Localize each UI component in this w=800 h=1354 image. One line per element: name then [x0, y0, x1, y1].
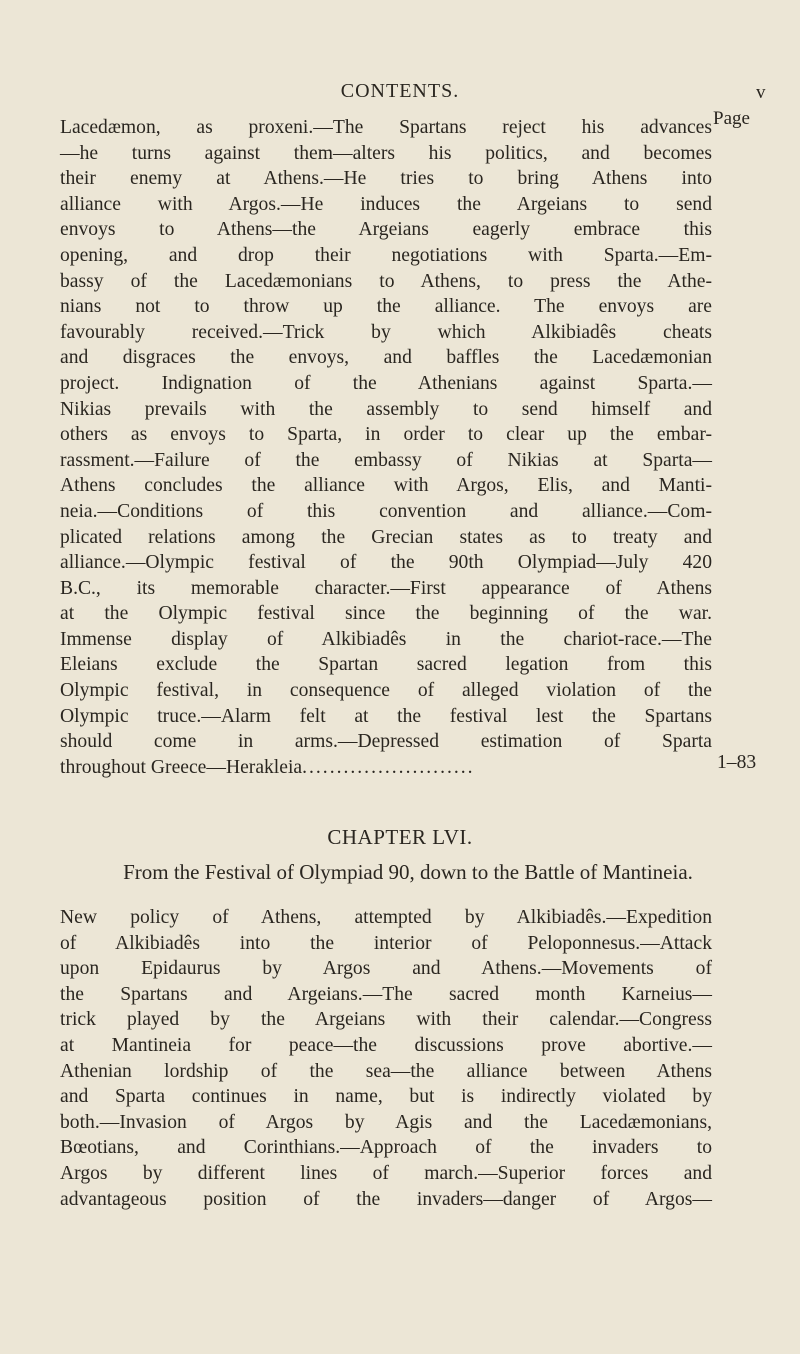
text-line: project. Indignation of the Athenians against Sparta.—: [60, 372, 712, 394]
text-line: bassy of the Lacedæmonians to Athens, to press the Athe-: [60, 270, 712, 292]
text-line: and Sparta continues in name, but is indirectly violated by: [60, 1086, 712, 1108]
contents-entry-chapter-lvi-summary: [60, 905, 712, 1212]
text-line: Bœotians, and Corinthians.—Approach of the invaders to: [60, 1137, 712, 1159]
text-line: Athens concludes the alliance with Argos, Elis, and Manti-: [60, 475, 712, 497]
page-column-label: Page: [713, 108, 750, 129]
page-range: 1–83: [717, 752, 757, 773]
chapter-subtitle: From the Festival of Olympiad 90, down to the Battle of Mantineia.: [123, 860, 693, 884]
text-line: rassment.—Failure of the embassy of Nikias at Sparta—: [60, 449, 712, 471]
text-line: of Alkibiadês into the interior of Peloponnesus.—Attack: [60, 932, 712, 954]
page-folio: v: [756, 82, 766, 103]
text-line: favourably received.—Trick by which Alkibiadês cheats: [60, 321, 712, 343]
text-line: alliance.—Olympic festival of the 90th Olympiad—July 420: [60, 552, 712, 574]
text-line: their enemy at Athens.—He tries to bring Athens into: [60, 168, 712, 190]
text-line: upon Epidaurus by Argos and Athens.—Movements of: [60, 958, 712, 980]
text-line: New policy of Athens, attempted by Alkibiadês.—Expedition: [60, 907, 712, 928]
text-line: the Spartans and Argeians.—The sacred month Karneius—: [60, 983, 712, 1005]
text-line: envoys to Athens—the Argeians eagerly embrace this: [60, 219, 712, 241]
text-line: throughout Greece—Herakleia: [60, 756, 303, 778]
text-line: advantageous position of the invaders—danger of Argos—: [60, 1188, 712, 1210]
dot-leader: .........................: [302, 756, 475, 778]
text-line: Immense display of Alkibiadês in the chariot-race.—The: [60, 628, 712, 650]
text-line: should come in arms.—Depressed estimation of Sparta: [60, 731, 712, 753]
text-line: Nikias prevails with the assembly to send himself and: [60, 398, 712, 420]
text-line: at Mantineia for peace—the discussions prove abortive.—: [60, 1034, 712, 1056]
text-line: Olympic truce.—Alarm felt at the festival lest the Spartans: [60, 705, 712, 727]
text-line: Eleians exclude the Spartan sacred legation from this: [60, 654, 712, 676]
text-line: —he turns against them—alters his politics, and becomes: [60, 142, 712, 164]
text-line: opening, and drop their negotiations with Sparta.—Em-: [60, 244, 712, 266]
text-line: neia.—Conditions of this convention and alliance.—Com-: [60, 500, 712, 522]
text-line: alliance with Argos.—He induces the Argeians to send: [60, 193, 712, 215]
contents-entry-chapter-lv-summary: [60, 115, 712, 780]
text-line: Argos by different lines of march.—Superior forces and: [60, 1162, 712, 1184]
last-line-with-leader: [60, 755, 712, 781]
text-line: and disgraces the envoys, and baffles the Lacedæmonian: [60, 347, 712, 369]
text-line: at the Olympic festival since the beginning of the war.: [60, 603, 712, 625]
text-line: trick played by the Argeians with their calendar.—Congress: [60, 1009, 712, 1031]
text-line: nians not to throw up the alliance. The envoys are: [60, 296, 712, 318]
text-line: both.—Invasion of Argos by Agis and the Lacedæmonians,: [60, 1111, 712, 1133]
text-line: B.C., its memorable character.—First appearance of Athens: [60, 577, 712, 599]
text-line: Lacedæmon, as proxeni.—The Spartans reject his advances: [60, 117, 712, 138]
text-line: others as envoys to Sparta, in order to clear up the embar-: [60, 424, 712, 446]
running-head: CONTENTS.: [340, 80, 460, 102]
chapter-heading: CHAPTER LVI.: [327, 825, 473, 849]
text-line: Athenian lordship of the sea—the alliance between Athens: [60, 1060, 712, 1082]
text-line: plicated relations among the Grecian states as to treaty and: [60, 526, 712, 548]
text-line: Olympic festival, in consequence of alleged violation of the: [60, 680, 712, 702]
